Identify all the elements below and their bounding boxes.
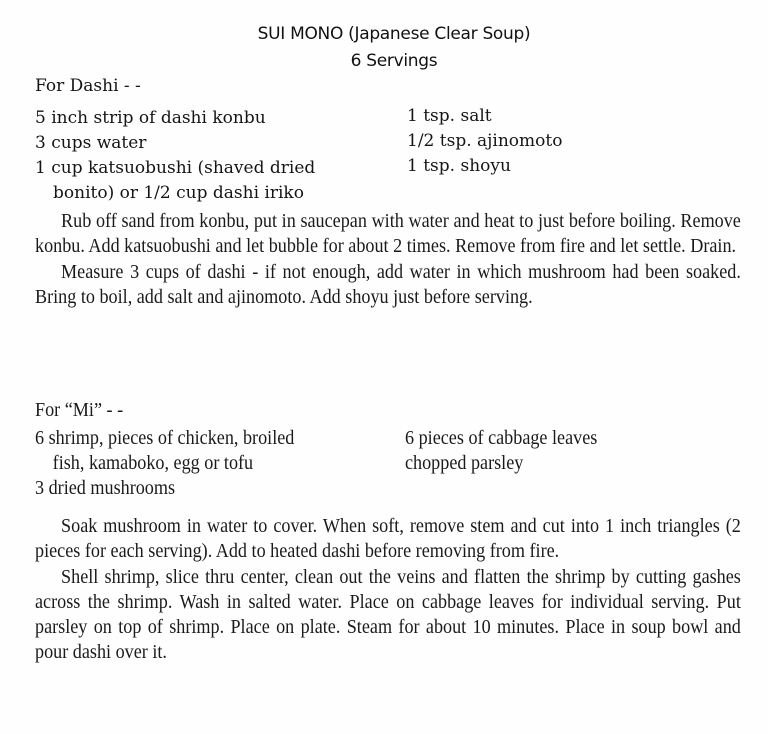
instruction-paragraph: Soak mushroom in water to cover. When soft, remove stem and cut into 1 inch triangles (2 pieces for each serving). Add to heated dashi before removing from fire. — [35, 516, 741, 563]
ingredient-item: 5 inch strip of dashi konbu — [35, 108, 266, 128]
instruction-paragraph: Shell shrimp, slice thru center, clean out the veins and flatten the shrimp by cutting gashes across the shrimp. Wash in salted water. Place on cabbage leaves for individual serving. Put parsley on top of shrimp. Place on plate. Steam for about 10 minutes. Place in soup bowl and pour dashi over it. — [35, 566, 741, 664]
mi-ingredients-right — [405, 426, 597, 476]
ingredient-item: fish, kamaboko, egg or tofu — [52, 453, 254, 474]
dashi-ingredients-right — [407, 104, 562, 179]
ingredient-item: 1 cup katsuobushi (shaved dried — [35, 158, 316, 178]
instruction-paragraph: Measure 3 cups of dashi - if not enough, add water in which mushroom had been soaked. Bring to boil, add salt and ajinomoto. Add shoyu just before serving. — [35, 261, 741, 308]
ingredient-item: 1 tsp. salt — [407, 106, 492, 126]
mi-heading: For “Mi” - - — [35, 400, 124, 421]
ingredient-item: bonito) or 1/2 cup dashi iriko — [53, 183, 304, 203]
ingredient-item: 1 tsp. shoyu — [407, 156, 511, 176]
ingredient-item: 6 pieces of cabbage leaves — [405, 428, 598, 449]
recipe-servings: 6 Servings — [350, 51, 438, 71]
instruction-paragraph: Rub off sand from konbu, put in saucepan with water and heat to just before boiling. Remove konbu. Add katsuobushi and let bubble for about 2 times. Remove from fire and let settle. Drain. — [35, 211, 741, 258]
ingredient-item: 3 dried mushrooms — [35, 478, 176, 499]
dashi-ingredients-left — [35, 106, 315, 206]
ingredient-item: 1/2 tsp. ajinomoto — [407, 131, 563, 151]
ingredient-item: chopped parsley — [405, 453, 524, 474]
dashi-instructions — [35, 209, 741, 310]
mi-ingredients-left — [35, 426, 294, 501]
recipe-title: SUI MONO (Japanese Clear Soup) — [257, 24, 531, 44]
mi-instructions — [35, 514, 741, 666]
ingredient-item: 6 shrimp, pieces of chicken, broiled — [35, 428, 295, 449]
dashi-heading: For Dashi - - — [35, 76, 141, 96]
ingredient-item: 3 cups water — [35, 133, 147, 153]
